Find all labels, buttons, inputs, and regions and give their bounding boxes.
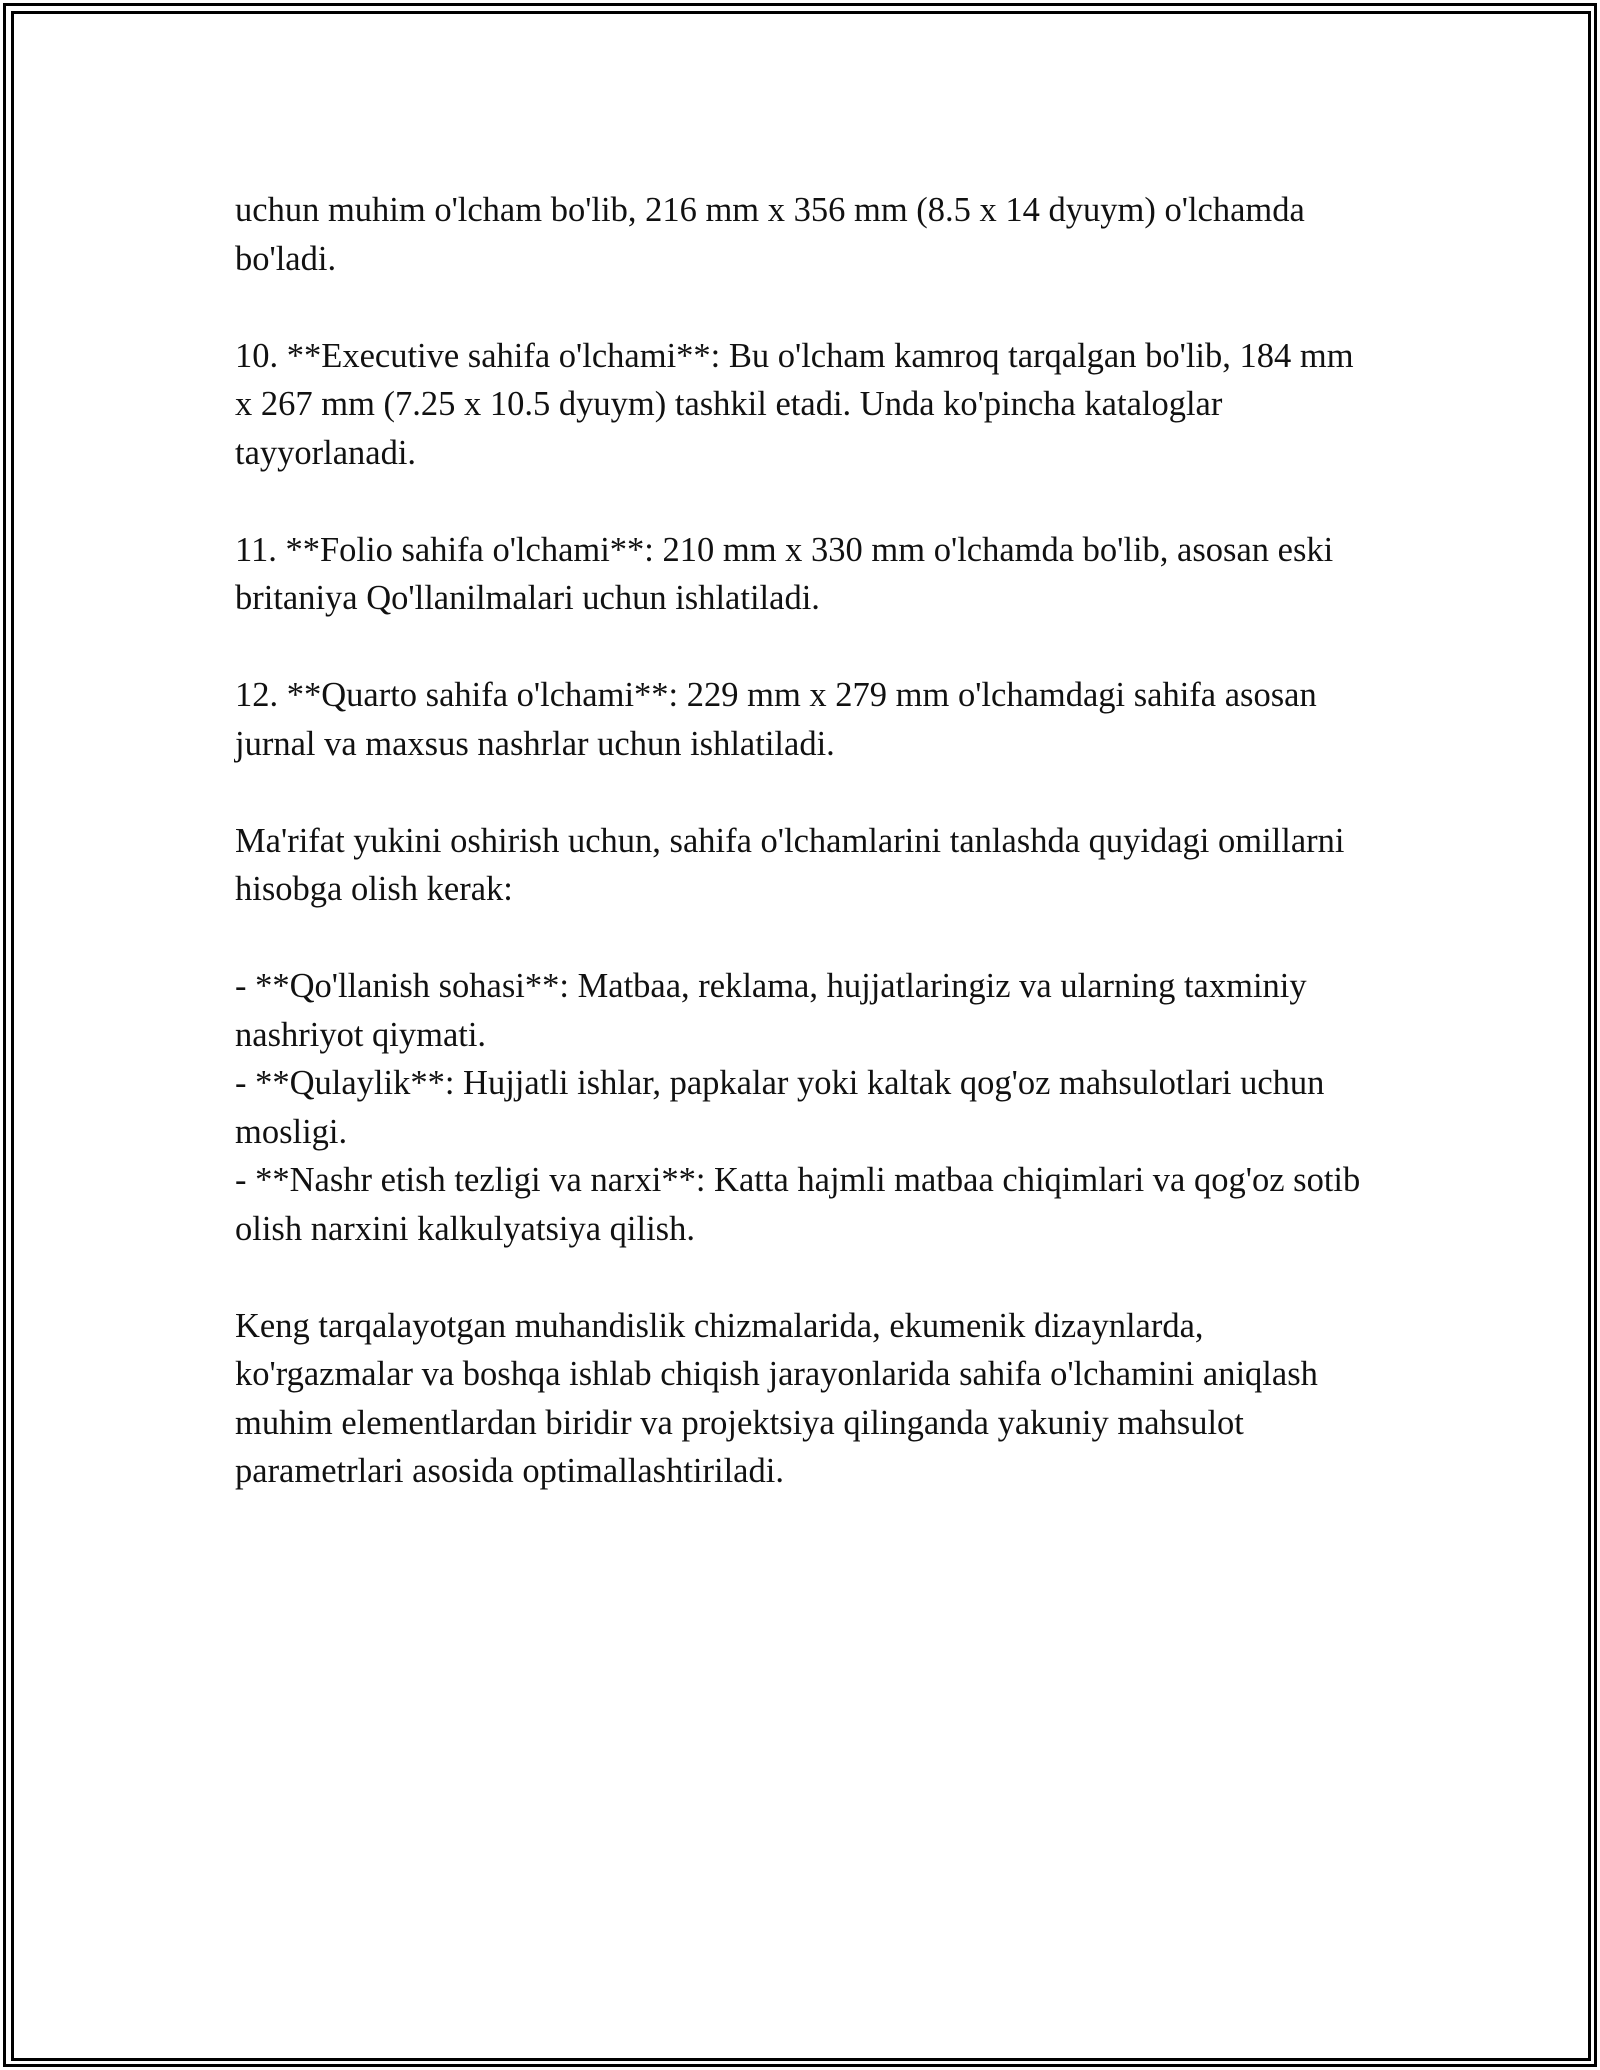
list-item: - **Qo'llanish sohasi**: Matbaa, reklama, hujjatlaringiz va ularning taxminiy nashriyot qiymati. [235,967,1307,1054]
paragraph-factors-intro: Ma'rifat yukini oshirish uchun, sahifa o'lchamlarini tanlashda quyidagi omillarni hisobga olish kerak: [235,821,1345,908]
document-body [235,186,1375,1544]
factors-list [235,962,1375,1253]
paragraph-closing: Keng tarqalayotgan muhandislik chizmalarida, ekumenik dizaynlarda, ko'rgazmalar va boshqa ishlab chiqish jarayonlarida sahifa o'lchamini aniqlash muhim elementlardan biridir va projektsiya qilinganda yakuniy mahsulot parametrlari asosida optimallashtiriladi. [235,1306,1318,1490]
paragraph-folio-size: 11. **Folio sahifa o'lchami**: 210 mm x 330 mm o'lchamda bo'lib, asosan eski britaniya Qo'llanilmalari uchun ishlatiladi. [235,530,1334,617]
paragraph-quarto-size: 12. **Quarto sahifa o'lchami**: 229 mm x 279 mm o'lchamdagi sahifa asosan jurnal va maxsus nashrlar uchun ishlatiladi. [235,676,1317,763]
list-item: - **Nashr etish tezligi va narxi**: Katta hajmli matbaa chiqimlari va qog'oz sotib olish narxini kalkulyatsiya qilish. [235,1161,1361,1248]
paragraph-executive-size: 10. **Executive sahifa o'lchami**: Bu o'lcham kamroq tarqalgan bo'lib, 184 mm x 267 mm (7.25 x 10.5 dyuym) tashkil etadi. Unda ko'pincha kataloglar tayyorlanadi. [235,336,1354,472]
paragraph-legal-size: uchun muhim o'lcham bo'lib, 216 mm x 356 mm (8.5 x 14 dyuym) o'lchamda bo'ladi. [235,191,1305,278]
list-item: - **Qulaylik**: Hujjatli ishlar, papkalar yoki kaltak qog'oz mahsulotlari uchun mosligi. [235,1064,1325,1151]
